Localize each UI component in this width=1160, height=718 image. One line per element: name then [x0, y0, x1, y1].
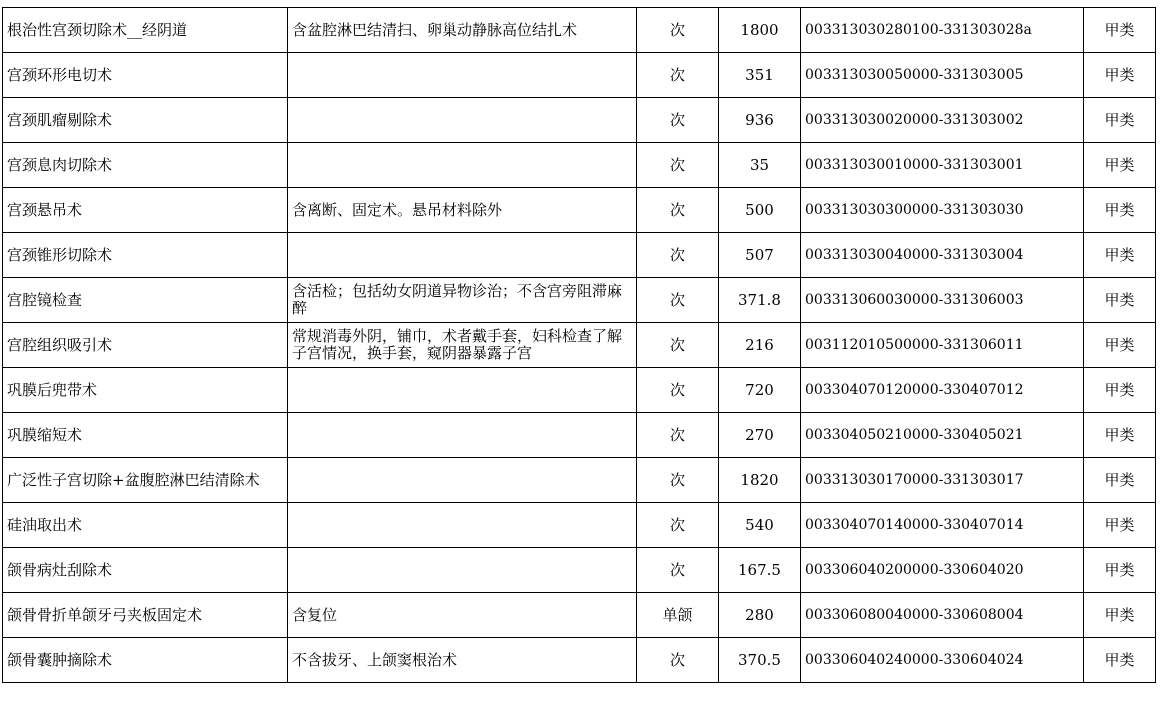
item-name-cell: 颌骨囊肿摘除术 — [3, 638, 288, 683]
item-name-cell: 巩膜后兜带术 — [3, 368, 288, 413]
code-cell: 003313060030000-331306003 — [801, 278, 1084, 323]
table-row — [3, 368, 1156, 413]
price-cell: 371.8 — [719, 278, 801, 323]
unit-cell: 次 — [637, 413, 719, 458]
table-row — [3, 638, 1156, 683]
category-cell: 甲类 — [1084, 53, 1156, 98]
item-description-cell: 含盆腔淋巴结清扫、卵巢动静脉高位结扎术 — [288, 8, 637, 53]
item-name-cell: 巩膜缩短术 — [3, 413, 288, 458]
item-description-cell — [288, 53, 637, 98]
category-cell: 甲类 — [1084, 188, 1156, 233]
price-cell: 720 — [719, 368, 801, 413]
category-cell: 甲类 — [1084, 548, 1156, 593]
item-name-cell: 宫颈悬吊术 — [3, 188, 288, 233]
category-cell: 甲类 — [1084, 593, 1156, 638]
item-description-cell — [288, 413, 637, 458]
code-cell: 003313030170000-331303017 — [801, 458, 1084, 503]
price-cell: 507 — [719, 233, 801, 278]
category-cell: 甲类 — [1084, 8, 1156, 53]
table-row — [3, 458, 1156, 503]
price-cell: 216 — [719, 323, 801, 368]
price-cell: 370.5 — [719, 638, 801, 683]
table-row — [3, 593, 1156, 638]
item-description-cell — [288, 368, 637, 413]
item-description-cell — [288, 143, 637, 188]
price-cell: 500 — [719, 188, 801, 233]
price-cell: 270 — [719, 413, 801, 458]
price-cell: 1820 — [719, 458, 801, 503]
category-cell: 甲类 — [1084, 323, 1156, 368]
item-name-cell: 广泛性子宫切除+盆腹腔淋巴结清除术 — [3, 458, 288, 503]
table-row — [3, 548, 1156, 593]
fee-table — [2, 7, 1156, 683]
price-cell: 280 — [719, 593, 801, 638]
item-name-cell: 硅油取出术 — [3, 503, 288, 548]
item-name-cell: 宫颈息肉切除术 — [3, 143, 288, 188]
code-cell: 003313030050000-331303005 — [801, 53, 1084, 98]
category-cell: 甲类 — [1084, 233, 1156, 278]
item-name-cell: 宫颈肌瘤剔除术 — [3, 98, 288, 143]
table-row — [3, 413, 1156, 458]
code-cell: 003306080040000-330608004 — [801, 593, 1084, 638]
code-cell: 003306040240000-330604024 — [801, 638, 1084, 683]
item-description-cell — [288, 233, 637, 278]
code-cell: 003313030020000-331303002 — [801, 98, 1084, 143]
price-cell: 936 — [719, 98, 801, 143]
item-description-cell: 常规消毒外阴，铺巾，术者戴手套，妇科检查了解子宫情况，换手套，窥阴器暴露子宫 — [288, 323, 637, 368]
category-cell: 甲类 — [1084, 278, 1156, 323]
table-row — [3, 323, 1156, 368]
unit-cell: 次 — [637, 458, 719, 503]
category-cell: 甲类 — [1084, 458, 1156, 503]
category-cell: 甲类 — [1084, 98, 1156, 143]
item-description-cell: 含离断、固定术。悬吊材料除外 — [288, 188, 637, 233]
unit-cell: 次 — [637, 548, 719, 593]
price-cell: 1800 — [719, 8, 801, 53]
code-cell: 003313030040000-331303004 — [801, 233, 1084, 278]
code-cell: 003313030280100-331303028a — [801, 8, 1084, 53]
unit-cell: 次 — [637, 323, 719, 368]
table-row — [3, 503, 1156, 548]
item-description-cell — [288, 503, 637, 548]
code-cell: 003313030010000-331303001 — [801, 143, 1084, 188]
unit-cell: 次 — [637, 368, 719, 413]
code-cell: 003304070120000-330407012 — [801, 368, 1084, 413]
item-description-cell — [288, 98, 637, 143]
price-cell: 351 — [719, 53, 801, 98]
item-name-cell: 宫腔镜检查 — [3, 278, 288, 323]
price-cell: 35 — [719, 143, 801, 188]
item-description-cell: 不含拔牙、上颌窦根治术 — [288, 638, 637, 683]
category-cell: 甲类 — [1084, 368, 1156, 413]
price-cell: 167.5 — [719, 548, 801, 593]
unit-cell: 次 — [637, 278, 719, 323]
table-row — [3, 8, 1156, 53]
item-name-cell: 颌骨骨折单颌牙弓夹板固定术 — [3, 593, 288, 638]
table-body — [3, 8, 1156, 683]
unit-cell: 次 — [637, 8, 719, 53]
table-row — [3, 98, 1156, 143]
item-description-cell: 含活检；包括幼女阴道异物诊治；不含宫旁阻滞麻醉 — [288, 278, 637, 323]
code-cell: 003304050210000-330405021 — [801, 413, 1084, 458]
item-description-cell: 含复位 — [288, 593, 637, 638]
category-cell: 甲类 — [1084, 638, 1156, 683]
item-name-cell: 颌骨病灶刮除术 — [3, 548, 288, 593]
code-cell: 003306040200000-330604020 — [801, 548, 1084, 593]
code-cell: 003313030300000-331303030 — [801, 188, 1084, 233]
unit-cell: 次 — [637, 503, 719, 548]
item-name-cell: 宫颈环形电切术 — [3, 53, 288, 98]
table-row — [3, 188, 1156, 233]
item-name-cell: 宫颈锥形切除术 — [3, 233, 288, 278]
table-row — [3, 233, 1156, 278]
table-row — [3, 278, 1156, 323]
item-description-cell — [288, 548, 637, 593]
category-cell: 甲类 — [1084, 413, 1156, 458]
unit-cell: 次 — [637, 53, 719, 98]
unit-cell: 次 — [637, 98, 719, 143]
table-row — [3, 143, 1156, 188]
item-name-cell: 宫腔组织吸引术 — [3, 323, 288, 368]
unit-cell: 次 — [637, 143, 719, 188]
unit-cell: 次 — [637, 638, 719, 683]
table-row — [3, 53, 1156, 98]
category-cell: 甲类 — [1084, 503, 1156, 548]
category-cell: 甲类 — [1084, 143, 1156, 188]
item-description-cell — [288, 458, 637, 503]
item-name-cell: 根治性宫颈切除术__经阴道 — [3, 8, 288, 53]
unit-cell: 次 — [637, 233, 719, 278]
unit-cell: 单颌 — [637, 593, 719, 638]
code-cell: 003112010500000-331306011 — [801, 323, 1084, 368]
unit-cell: 次 — [637, 188, 719, 233]
price-cell: 540 — [719, 503, 801, 548]
code-cell: 003304070140000-330407014 — [801, 503, 1084, 548]
